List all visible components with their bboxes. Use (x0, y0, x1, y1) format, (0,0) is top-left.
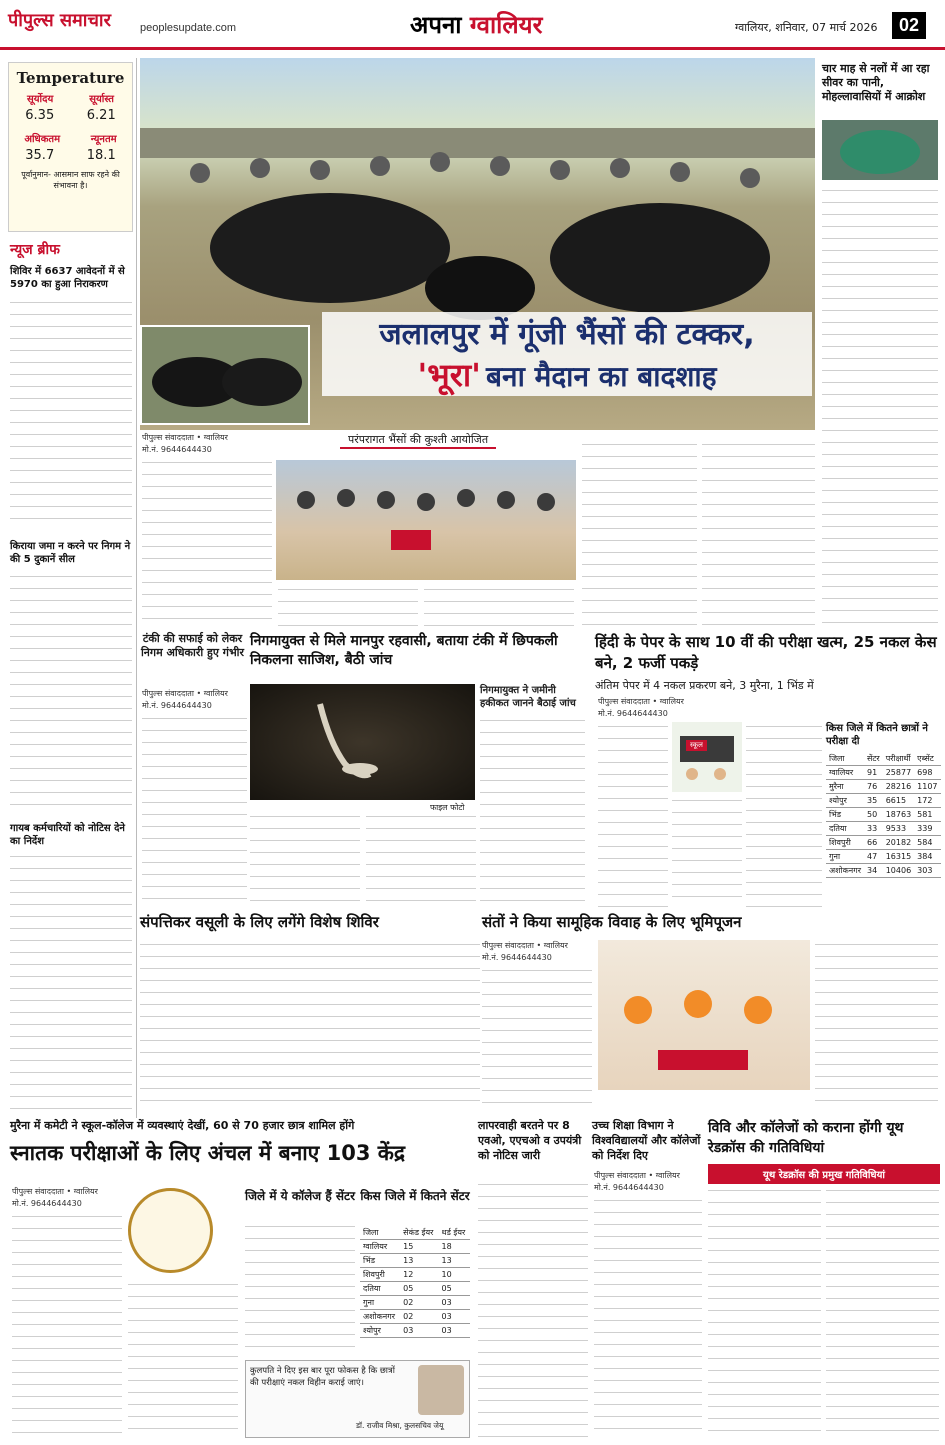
exam-table-cell: 91 (864, 766, 883, 780)
centers-table-cell: 03 (400, 1324, 438, 1338)
centers-table (360, 1226, 470, 1338)
brief-3-title[interactable]: गायब कर्मचारियों को नोटिस देने का निर्देश (10, 823, 125, 847)
exam-table-cell: 20182 (883, 836, 914, 850)
exam-table-cell: 698 (914, 766, 940, 780)
exam-table-cell: 172 (914, 794, 940, 808)
exam-col-centers: सेंटर (864, 752, 883, 766)
exam-table-cell: 66 (864, 836, 883, 850)
college-headline[interactable]: स्नातक परीक्षाओं के लिए अंचल में बनाए 103 केंद्र (10, 1141, 406, 1165)
website-url[interactable]: peoplesupdate.com (140, 22, 237, 34)
centers-table-row (360, 1282, 470, 1296)
exam-illustration (672, 722, 742, 792)
exam-table-cell: गुना (826, 850, 864, 864)
centers-table-cell: गुना (360, 1296, 400, 1310)
vc-quote: कुलपति ने दिए इस बार पूरा फोकस है कि छात्रों की परीक्षाएं नकल विहीन कराई जाएं। (250, 1366, 395, 1388)
exam-table-cell: 25877 (883, 766, 914, 780)
exam-table-cell: 581 (914, 808, 940, 822)
exam-table-cell: दतिया (826, 822, 864, 836)
lizard-body-col1 (142, 714, 247, 904)
centers-table-cell: 15 (400, 1240, 438, 1254)
max-temp-label: अधिकतम (24, 134, 61, 145)
centers-table-cell: 02 (400, 1310, 438, 1324)
lead-headline (322, 312, 812, 396)
exam-table-row (826, 850, 941, 864)
centers-table-row (360, 1324, 470, 1338)
lizard-headline[interactable]: निगमायुक्त से मिले मानपुर रहवासी, बताया टंकी में छिपकली निकलना साजिश, बैठी जांच (250, 633, 558, 668)
notice-headline[interactable]: लापरवाही बरतने पर 8 एवओ, एएचओ व उपयंत्री को नोटिस जारी (478, 1119, 582, 1162)
max-temp: 35.7 (25, 148, 55, 163)
masthead (0, 0, 945, 50)
left-column-rule (136, 58, 137, 1118)
exam-table-cell: 28216 (883, 780, 914, 794)
weather-forecast: पूर्वानुमान- आसमान साफ रहने की संभावना है। (21, 170, 120, 190)
award-ceremony-illustration (276, 460, 576, 580)
school-board: स्कूल (686, 740, 707, 751)
centers-table-row (360, 1240, 470, 1254)
exam-table-cell: भिंड (826, 808, 864, 822)
notice-body (478, 1180, 588, 1438)
centers-table-cell: भिंड (360, 1254, 400, 1268)
lizard-photo (250, 684, 475, 800)
centers-table-title: किस जिले में कितने सेंटर (360, 1189, 470, 1203)
lead-body-col5 (702, 440, 815, 630)
centers-table-cell: 03 (438, 1296, 470, 1310)
exam-table-cell: 303 (914, 864, 940, 878)
centers-col-district: जिला (360, 1226, 400, 1240)
redcross-subtitle: यूथ रेडक्रॉस की प्रमुख गतिविधियां (708, 1164, 940, 1184)
redcross-body-col2 (826, 1186, 939, 1438)
lead-headline-highlight: 'भूरा' (417, 356, 481, 394)
exam-table (826, 752, 941, 878)
sewage-photo (822, 120, 938, 180)
education-mobile: मो.नं. 9644644430 (594, 1183, 664, 1192)
exam-body-col2 (672, 796, 742, 906)
college-body-col2 (128, 1280, 238, 1437)
centers-table-cell: 05 (438, 1282, 470, 1296)
exam-table-cell: शिवपुरी (826, 836, 864, 850)
exam-byline: पीपुल्स संवाददाता • ग्वालियर (598, 697, 684, 706)
section-brand: अपना ग्वालियर (410, 11, 543, 39)
vc-quote-box (245, 1360, 470, 1438)
min-temp: 18.1 (86, 148, 116, 163)
centers-table-cell: 02 (400, 1296, 438, 1310)
centers-table-row (360, 1268, 470, 1282)
sunrise-label: सूर्योदय (26, 94, 54, 105)
lizard-body-col2 (250, 812, 360, 907)
exam-table-cell: मुरैना (826, 780, 864, 794)
lizard-illustration (250, 684, 475, 800)
water-tank-illustration (822, 120, 938, 180)
centers-table-row (360, 1254, 470, 1268)
lead-body-col4 (582, 440, 697, 630)
exam-table-row (826, 766, 941, 780)
sunset-time: 6.21 (86, 108, 116, 123)
exam-table-cell: 384 (914, 850, 940, 864)
exam-headline[interactable]: हिंदी के पेपर के साथ 10 वीं की परीक्षा खत्म, 25 नकल केस बने, 2 फर्जी पकड़े (595, 633, 937, 672)
exam-table-cell: 339 (914, 822, 940, 836)
exam-table-cell: 34 (864, 864, 883, 878)
centers-table-header (360, 1226, 470, 1240)
exam-table-cell: ग्वालियर (826, 766, 864, 780)
centers-table-cell: 05 (400, 1282, 438, 1296)
issue-date: ग्वालियर, शनिवार, 07 मार्च 2026 (735, 21, 878, 34)
lead-headline-line1: जलालपुर में गूंजी भैंसों की टक्कर, (322, 312, 812, 353)
brief-1-text (10, 298, 132, 523)
centers-table-cell: 18 (438, 1240, 470, 1254)
saints-body-col1 (482, 966, 592, 1112)
centers-table-row (360, 1310, 470, 1324)
lead-inset-photo (140, 325, 310, 425)
brief-1-title[interactable]: शिविर में 6637 आवेदनों में से 5970 का हुआ निराकरण (10, 266, 125, 290)
exam-table-cell: 35 (864, 794, 883, 808)
classroom-illustration (672, 722, 742, 792)
exam-table-header (826, 752, 941, 766)
centers-table-cell: श्योपुर (360, 1324, 400, 1338)
exam-col-district: जिला (826, 752, 864, 766)
centers-table-cell: 13 (438, 1254, 470, 1268)
lead-body-col3 (424, 585, 574, 630)
exam-table-cell: अशोकनगर (826, 864, 864, 878)
centers-table-cell: दतिया (360, 1282, 400, 1296)
lead-body-col1 (142, 458, 272, 628)
college-mobile: मो.नं. 9644644430 (12, 1199, 82, 1208)
exam-table-row (826, 780, 941, 794)
min-temp-label: न्यूनतम (90, 134, 117, 145)
sewage-headline[interactable]: चार माह से नलों में आ रहा सीवर का पानी, मोहल्लावासियों में आक्रोश (822, 62, 930, 103)
lizard-photo-caption: फाइल फोटो (430, 803, 465, 812)
college-centers-list (245, 1222, 355, 1352)
saints-byline: पीपुल्स संवाददाता • ग्वालियर (482, 941, 568, 950)
centers-table-cell: 03 (438, 1310, 470, 1324)
exam-table-row (826, 794, 941, 808)
page-number: 02 (892, 12, 926, 39)
saints-mobile: मो.नं. 9644644430 (482, 953, 552, 962)
exam-table-cell: 47 (864, 850, 883, 864)
exam-table-row (826, 808, 941, 822)
sunset-label: सूर्यास्त (89, 94, 114, 105)
college-byline: पीपुल्स संवाददाता • ग्वालियर (12, 1187, 98, 1196)
lead-mobile: मो.नं. 9644644430 (142, 445, 212, 454)
weather-title: Temperature (16, 69, 125, 87)
exam-table-row (826, 836, 941, 850)
centers-table-cell: 03 (438, 1324, 470, 1338)
vc-signature: डॉ. राजीव मिश्रा, कुलसचिव जेयू (356, 1421, 444, 1430)
exam-body-col3 (746, 722, 822, 907)
centers-table-cell: 12 (400, 1268, 438, 1282)
tank-cleaning-sidebar: टंकी की सफाई को लेकर निगम अधिकारी हुए गंभीर (140, 632, 245, 659)
lizard-body-col3 (366, 812, 476, 907)
brief-3-text (10, 852, 132, 1112)
sewage-body (822, 186, 938, 626)
saints-body-col2 (815, 940, 938, 1112)
exam-table-cell: 9533 (883, 822, 914, 836)
exam-table-cell: 33 (864, 822, 883, 836)
centers-table-cell: 13 (400, 1254, 438, 1268)
centers-table-cell: शिवपुरी (360, 1268, 400, 1282)
vc-portrait (418, 1365, 464, 1415)
exam-table-cell: 1107 (914, 780, 940, 794)
exam-table-cell: 6615 (883, 794, 914, 808)
redcross-headline[interactable]: विवि और कॉलेजों को कराना होंगी यूथ रेडक्रॉस की गतिविधियां (708, 1120, 904, 1156)
bhoomi-pujan-illustration (598, 940, 810, 1090)
lead-byline: पीपुल्स संवाददाता • ग्वालियर (142, 433, 228, 442)
exam-mobile: मो.नं. 9644644430 (598, 709, 668, 718)
brief-2-text (10, 572, 132, 807)
lizard-byline: पीपुल्स संवाददाता • ग्वालियर (142, 689, 228, 698)
centers-table-cell: अशोकनगर (360, 1310, 400, 1324)
centers-table-cell: ग्वालियर (360, 1240, 400, 1254)
exam-table-cell: श्योपुर (826, 794, 864, 808)
exam-table-cell: 76 (864, 780, 883, 794)
exam-table-row (826, 864, 941, 878)
lead-kicker: परंपरागत भैंसों की कुश्ती आयोजित (340, 432, 496, 449)
lizard-mobile: मो.नं. 9644644430 (142, 701, 212, 710)
education-byline: पीपुल्स संवाददाता • ग्वालियर (594, 1171, 680, 1180)
lead-award-photo (276, 460, 576, 580)
centers-col-second-year: सेकंड ईयर (400, 1226, 438, 1240)
exam-kicker: अंतिम पेपर में 4 नकल प्रकरण बने, 3 मुरैना, 1 भिंड में (595, 679, 814, 692)
exam-table-row (826, 822, 941, 836)
property-tax-headline[interactable]: संपत्तिकर वसूली के लिए लगेंगे विशेष शिविर (140, 913, 379, 931)
exam-table-cell: 10406 (883, 864, 914, 878)
buffalo-inset-illustration (142, 327, 310, 425)
weather-box (8, 62, 133, 232)
centers-table-row (360, 1296, 470, 1310)
sunrise-time: 6.35 (25, 108, 55, 123)
lizard-kicker: निगमायुक्त ने जमीनी हकीकत जानने बैठाई जांच (480, 685, 576, 709)
lead-headline-line2: बना मैदान का बादशाह (486, 360, 717, 393)
exam-col-absent: एब्सेंट (914, 752, 940, 766)
centers-col-third-year: थर्ड ईयर (438, 1226, 470, 1240)
saints-headline[interactable]: संतों ने किया सामूहिक विवाह के लिए भूमिपूजन (482, 913, 742, 931)
exam-table-cell: 50 (864, 808, 883, 822)
education-headline[interactable]: उच्च शिक्षा विभाग ने विश्वविद्यालयों और कॉलेजों को निर्देश दिए (592, 1119, 701, 1162)
college-kicker: मुरैना में कमेटी ने स्कूल-कॉलेज में व्यवस्थाएं देखीं, 60 से 70 हजार छात्र शामिल होंगे (10, 1119, 355, 1132)
lead-body-col2 (278, 585, 418, 630)
exam-table-cell: 18763 (883, 808, 914, 822)
centers-table-cell: 10 (438, 1268, 470, 1282)
property-tax-body (140, 940, 480, 1110)
lizard-body-col4 (480, 716, 585, 906)
college-body-col1 (12, 1212, 122, 1437)
news-brief-label: न्यूज ब्रीफ (10, 242, 60, 258)
exam-table-cell: 584 (914, 836, 940, 850)
brief-2-title[interactable]: किराया जमा न करने पर निगम ने की 5 दुकानें सील (10, 541, 131, 565)
exam-body-col1 (598, 722, 668, 907)
education-body (594, 1196, 702, 1438)
saints-photo (598, 940, 810, 1090)
college-centers-box-title: जिले में ये कॉलेज हैं सेंटर (245, 1189, 355, 1203)
newspaper-logo: पीपुल्स समाचार (8, 10, 111, 31)
exam-col-candidates: परीक्षार्थी (883, 752, 914, 766)
section-brand-city: ग्वालियर (469, 11, 543, 39)
redcross-body-col1 (708, 1186, 821, 1438)
exam-table-title: किस जिले में कितने छात्रों ने परीक्षा दी (826, 723, 928, 747)
exam-table-cell: 16315 (883, 850, 914, 864)
university-seal (128, 1188, 213, 1273)
